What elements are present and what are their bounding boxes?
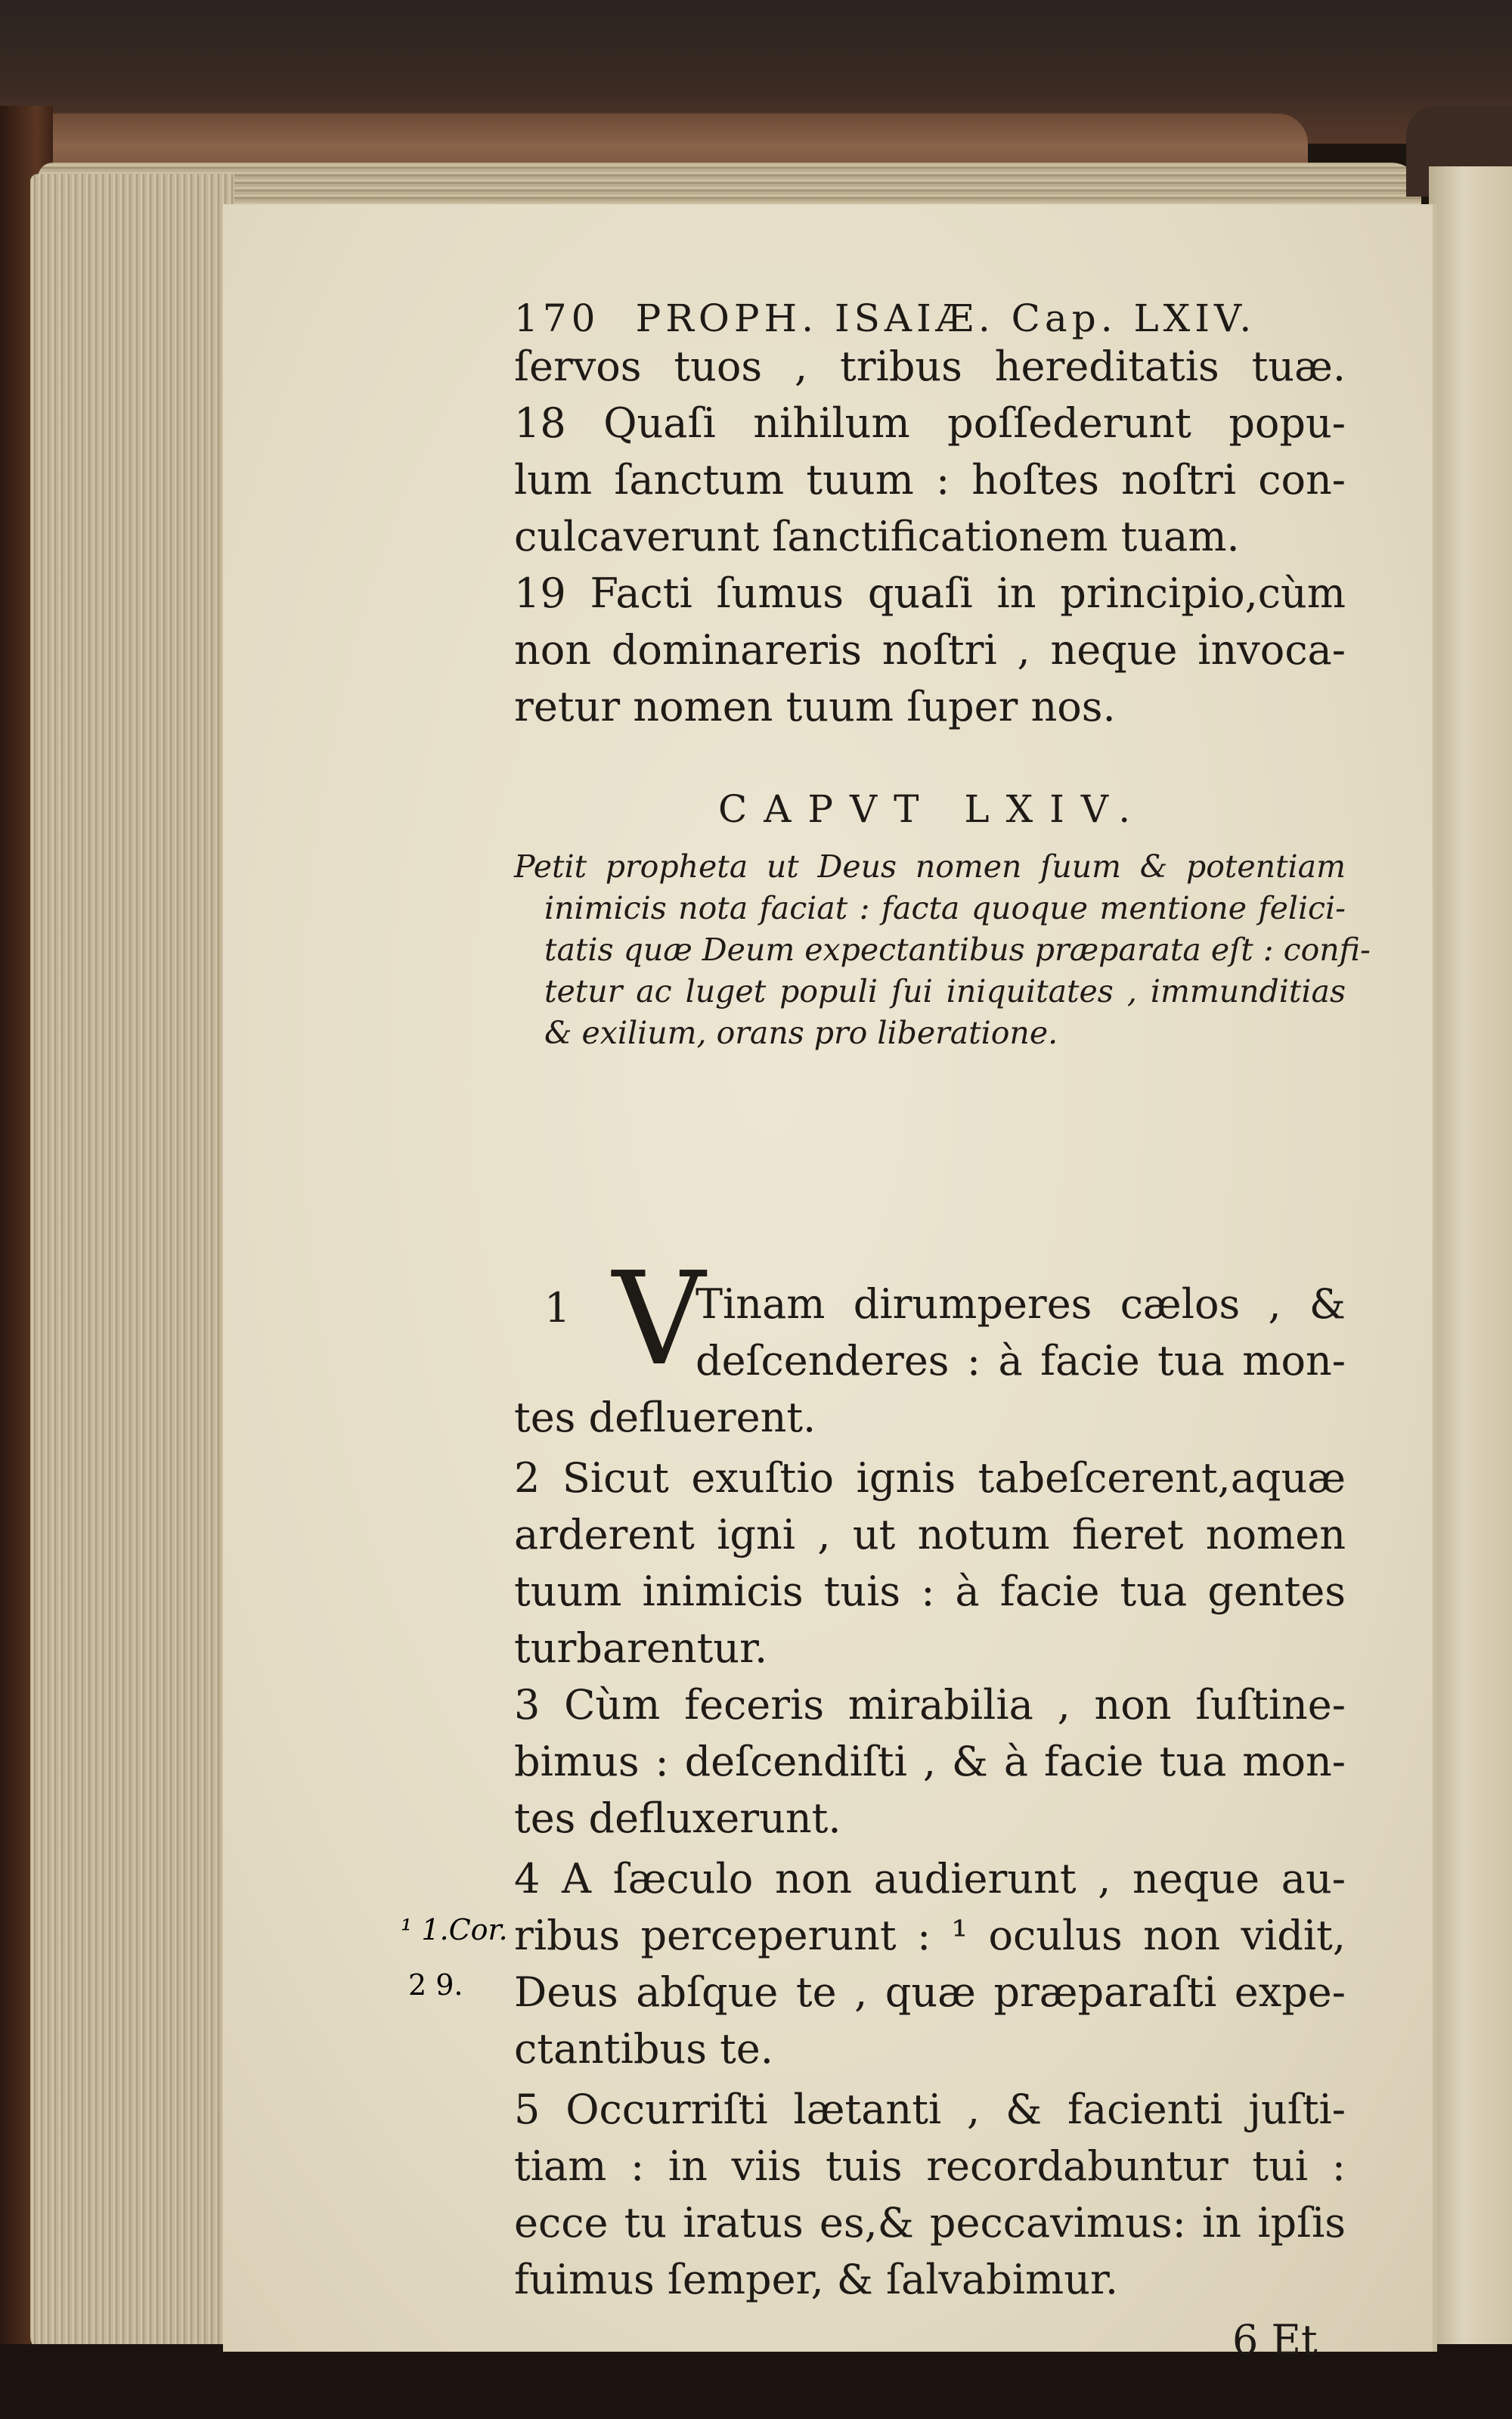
text-line: fuimus ſemper, & ſalvabimur. xyxy=(514,2256,1119,2303)
verse-number: 1 xyxy=(544,1284,571,1332)
text-line: ctantibus te. xyxy=(514,2025,773,2073)
text-line: retur nomen tuum ſuper nos. xyxy=(514,683,1116,730)
text-line: 18 Quaſi nihilum poſſederunt popu- xyxy=(514,399,1346,447)
page-number: 170 xyxy=(514,296,600,340)
chapter-title: CAPVT LXIV. xyxy=(718,787,1148,831)
text-line: non dominareris noſtri , neque invoca- xyxy=(514,626,1346,674)
summary-line: tetur ac luget populi ſui iniquitates , immunditias xyxy=(544,973,1346,1009)
text-line: ſervos tuos , tribus hereditatis tuæ. xyxy=(514,343,1346,390)
text-line: Deus abſque te , quæ præparaſti expe- xyxy=(514,1968,1346,2016)
text-line: tuum inimicis tuis : à facie tua gentes xyxy=(514,1568,1346,1615)
text-line: 4 A ſæculo non audierunt , neque au- xyxy=(514,1855,1346,1903)
text-line: 2 Sicut exuſtio ignis tabeſcerent,aquæ xyxy=(514,1454,1346,1502)
book-page xyxy=(223,204,1437,2364)
text-line: tiam : in viis tuis recordabuntur tui : xyxy=(514,2142,1346,2190)
text-line: tes defluxerunt. xyxy=(514,1794,841,1842)
text-line: tes defluerent. xyxy=(514,1394,816,1441)
margin-note-ref: ¹ 1.Cor. xyxy=(401,1913,508,1946)
running-header xyxy=(514,291,1256,345)
catchword: 6 Et xyxy=(1232,2316,1318,2364)
text-line: 5 Occurriſti lætanti , & facienti juſti- xyxy=(514,2086,1346,2133)
text-line: arderent igni , ut notum fieret nomen xyxy=(514,1511,1346,1558)
text-line: ribus perceperunt : ¹ oculus non vidit, xyxy=(514,1912,1346,1959)
running-title: PROPH. ISAIÆ. Cap. LXIV. xyxy=(635,296,1256,340)
summary-line: tatis quæ Deum expectantibus præparata eſt : confi- xyxy=(544,932,1371,968)
summary-line: & exilium, orans pro liberatione. xyxy=(544,1015,1058,1051)
drop-cap-initial: V xyxy=(612,1245,705,1394)
summary-line: inimicis nota faciat : facta quoque mentione felici- xyxy=(544,890,1346,926)
text-line: 19 Facti ſumus quaſi in principio,cùm xyxy=(514,569,1346,617)
facing-page-edge xyxy=(1429,166,1512,2344)
summary-line: Petit propheta ut Deus nomen ſuum & potentiam xyxy=(514,848,1346,885)
text-line: bimus : deſcendiſti , & à facie tua mon- xyxy=(514,1738,1346,1785)
text-line: 3 Cùm feceris mirabilia , non ſuſtine- xyxy=(514,1681,1346,1729)
text-line: lum ſanctum tuum : hoſtes noſtri con- xyxy=(514,456,1346,504)
text-line: turbarentur. xyxy=(514,1624,768,1672)
text-line: culcaverunt ſanctificationem tuam. xyxy=(514,513,1240,560)
text-line: deſcenderes : à facie tua mon- xyxy=(696,1337,1346,1385)
margin-note-ref: 2 9. xyxy=(408,1968,463,2002)
text-line: ecce tu iratus es,& peccavimus: in ipſis xyxy=(514,2199,1346,2247)
text-line: Tinam dirumperes cælos , & xyxy=(696,1280,1346,1328)
page-stack-left xyxy=(30,174,234,2352)
